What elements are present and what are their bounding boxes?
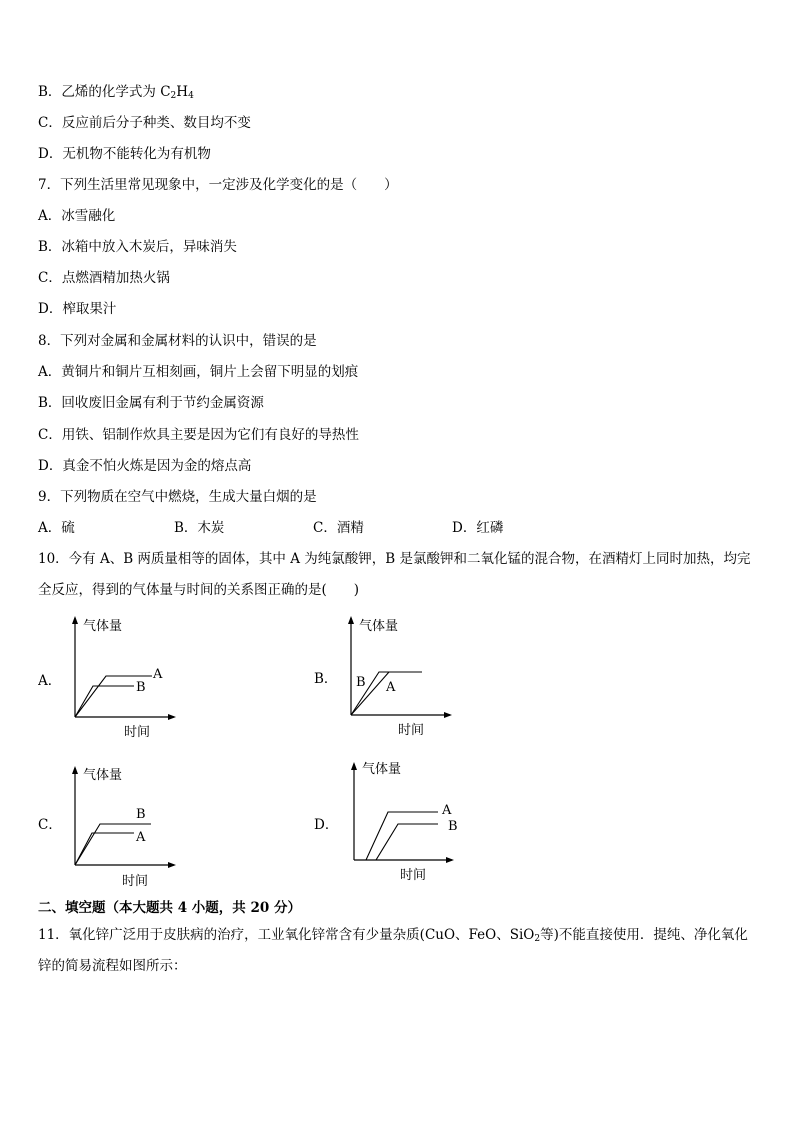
q8-option-b: B．回收废旧金属有利于节约金属资源 bbox=[38, 395, 264, 411]
q7-option-b: B．冰箱中放入木炭后，异味消失 bbox=[38, 239, 237, 255]
y-axis-label: 气体量 bbox=[362, 762, 402, 777]
q9-option-c: C．酒精 bbox=[313, 520, 364, 536]
q9-option-a: A．硫 bbox=[38, 520, 75, 536]
x-axis-label: 时间 bbox=[124, 725, 151, 740]
curve-b-label: B bbox=[356, 675, 366, 690]
curve-a bbox=[75, 833, 134, 865]
x-axis-label: 时间 bbox=[400, 868, 427, 883]
y-axis-arrow bbox=[72, 616, 78, 624]
q9-stem: 9．下列物质在空气中燃烧，生成大量白烟的是 bbox=[38, 489, 317, 505]
y-axis-arrow bbox=[72, 766, 78, 774]
q8-stem: 8．下列对金属和金属材料的认识中，错误的是 bbox=[38, 333, 317, 349]
x-axis-arrow bbox=[446, 857, 454, 863]
x-axis-label: 时间 bbox=[122, 874, 149, 889]
x-axis-arrow bbox=[168, 714, 176, 720]
q7-stem: 7．下列生活里常见现象中，一定涉及化学变化的是（ ） bbox=[38, 177, 398, 193]
q10-graph-d bbox=[314, 756, 474, 890]
q8-option-a: A．黄铜片和铜片互相刻画，铜片上会留下明显的划痕 bbox=[38, 364, 359, 380]
section-title: 二、填空题（本大题共 4 小题，共 20 分） bbox=[38, 900, 301, 916]
q6-option-d: D．无机物不能转化为有机物 bbox=[38, 146, 211, 162]
q6-option-c: C．反应前后分子种类、数目均不变 bbox=[38, 115, 251, 131]
y-axis-arrow bbox=[348, 616, 354, 624]
q6-option-b: B．乙烯的化学式为 $C_2H_4$ bbox=[38, 84, 194, 101]
q10-graph-c bbox=[38, 762, 198, 896]
q8-option-c: C．用铁、铝制作炊具主要是因为它们有良好的导热性 bbox=[38, 427, 359, 443]
q8-option-d: D．真金不怕火炼是因为金的熔点高 bbox=[38, 458, 252, 474]
curve-a-label: A bbox=[442, 803, 452, 818]
x-axis-label: 时间 bbox=[398, 723, 425, 738]
q10-stem: 10．今有 A、B 两质量相等的固体，其中 A 为纯氯酸钾，B 是氯酸钾和二氧化锰的混合物，在酒精灯上同时加热，均完全反应，得到的气体量与时间的关系图正确的是( ) bbox=[38, 551, 751, 598]
q10-graph-a bbox=[38, 614, 198, 748]
y-axis-label: 气体量 bbox=[83, 768, 123, 783]
y-axis-label: 气体量 bbox=[83, 619, 123, 634]
x-axis-arrow bbox=[168, 862, 176, 868]
graph-option-label: A． bbox=[38, 673, 62, 689]
curve-b bbox=[376, 824, 438, 860]
x-axis-arrow bbox=[444, 712, 452, 718]
q10-graph-b bbox=[314, 612, 474, 746]
curve-b-label: B bbox=[136, 680, 146, 695]
q9-option-d: D．红磷 bbox=[452, 520, 504, 536]
curve-b-label: B bbox=[448, 819, 458, 834]
graph-option-label: C． bbox=[38, 817, 62, 833]
curve-a-label: A bbox=[386, 680, 396, 695]
q7-option-d: D．榨取果汁 bbox=[38, 301, 117, 317]
y-axis-label: 气体量 bbox=[359, 619, 399, 634]
q9-option-b: B．木炭 bbox=[174, 520, 225, 536]
q7-option-c: C．点燃酒精加热火锅 bbox=[38, 270, 170, 286]
graph-option-label: D． bbox=[314, 817, 339, 833]
curve-a-label: A bbox=[136, 830, 146, 845]
q11-stem: 11．氧化锌广泛用于皮肤病的治疗，工业氧化锌常含有少量杂质(CuO、FeO、SiO$_2$等)不能直接使用．提纯、净化氧化锌的简易流程如图所示： bbox=[38, 927, 748, 974]
curve-a-label: A bbox=[153, 667, 163, 682]
y-axis-arrow bbox=[351, 762, 357, 770]
curve-a bbox=[366, 812, 438, 860]
graph-option-label: B． bbox=[314, 671, 338, 687]
curve-b-label: B bbox=[136, 807, 146, 822]
curve-b bbox=[75, 686, 134, 717]
q7-option-a: A．冰雪融化 bbox=[38, 208, 116, 224]
